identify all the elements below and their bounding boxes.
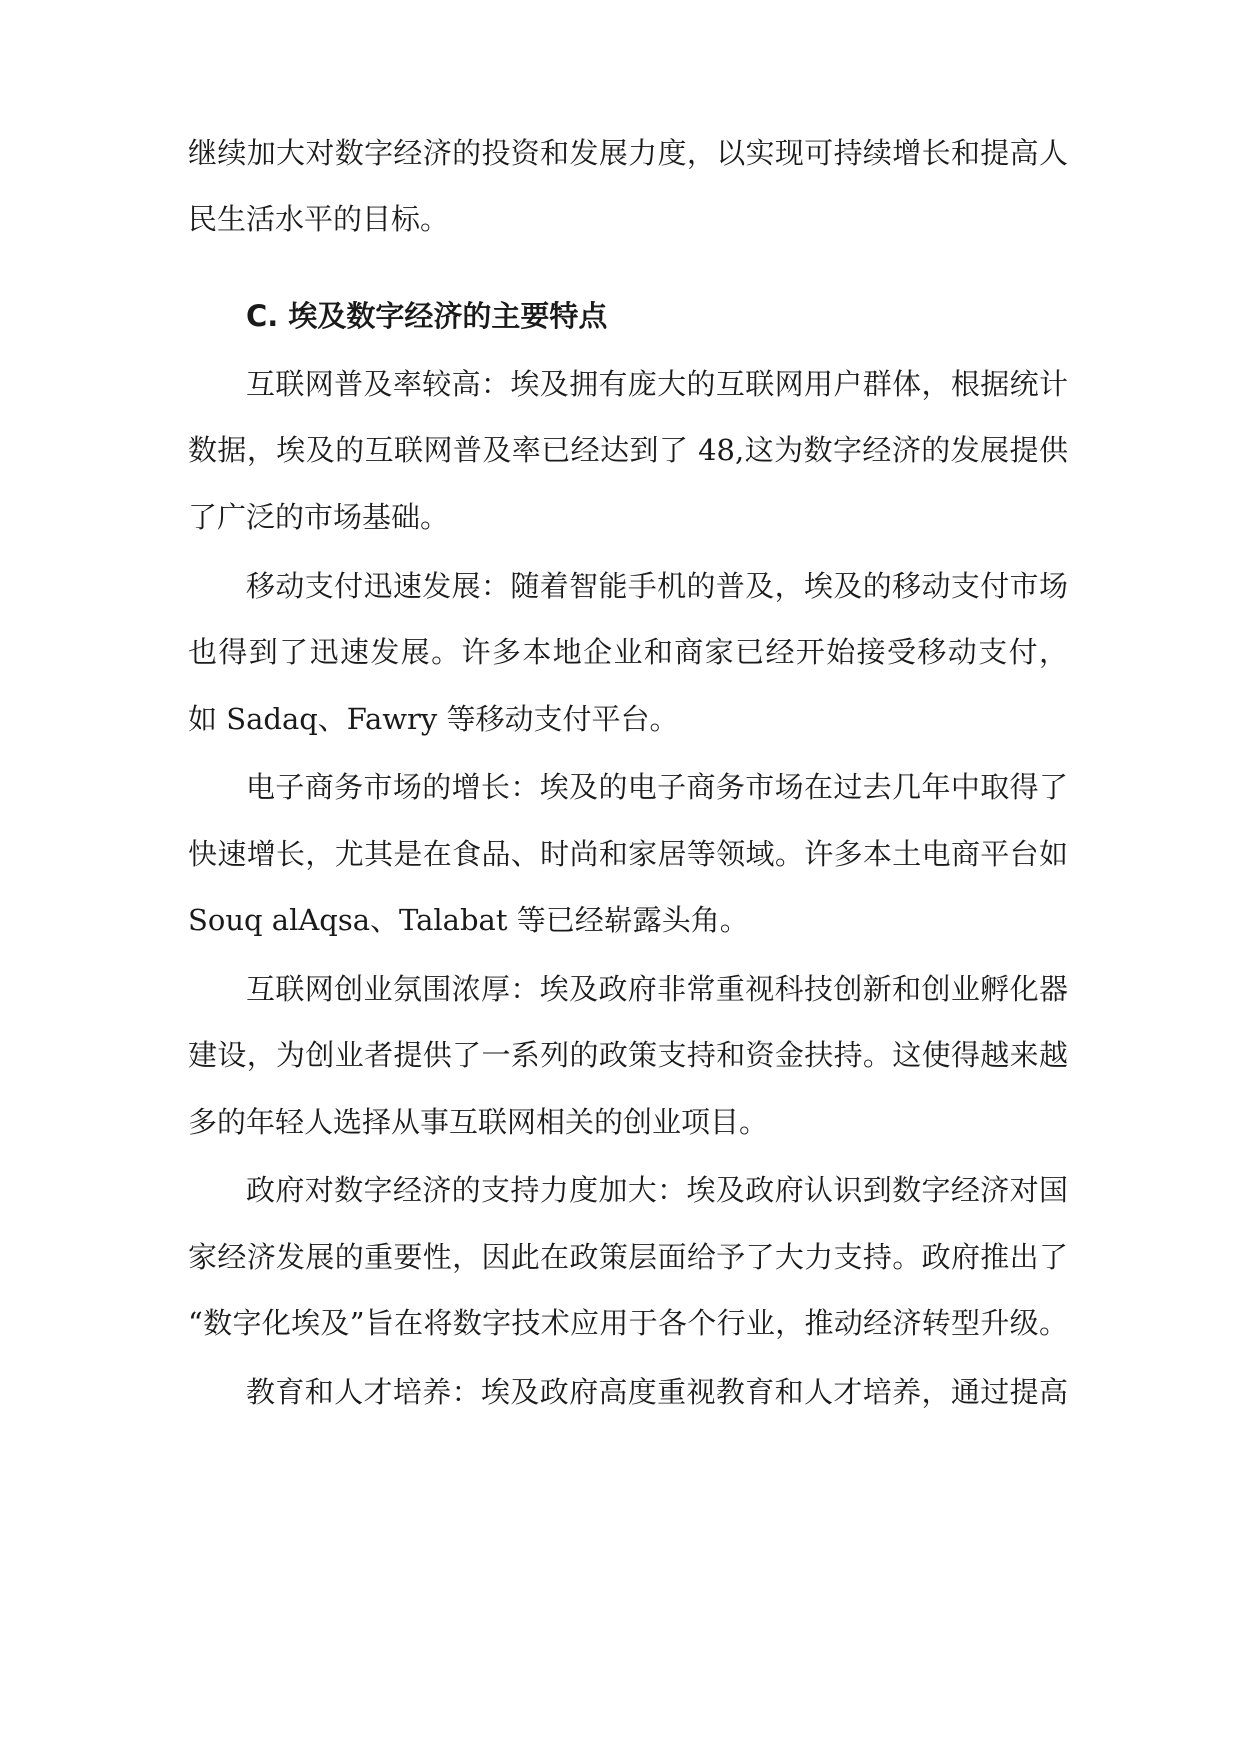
section-heading: C. 埃及数字经济的主要特点	[246, 299, 608, 333]
paragraph-3-line-1: 电子商务市场的增长：埃及的电子商务市场在过去几年中取得了	[246, 770, 1068, 804]
intro-line-1: 继续加大对数字经济的投资和发展力度，以实现可持续增长和提高人	[188, 136, 1068, 170]
paragraph-1-line-1: 互联网普及率较高：埃及拥有庞大的互联网用户群体，根据统计	[246, 367, 1068, 401]
paragraph-5-line-1: 政府对数字经济的支持力度加大：埃及政府认识到数字经济对国	[246, 1173, 1068, 1207]
paragraph-2-line-3: 如 Sadaq、Fawry 等移动支付平台。	[188, 702, 679, 736]
paragraph-3-line-2: 快速增长，尤其是在食品、时尚和家居等领域。许多本土电商平台如	[188, 837, 1068, 871]
paragraph-2-line-2: 也得到了迅速发展。许多本地企业和商家已经开始接受移动支付，	[188, 635, 1068, 669]
paragraph-5-line-2: 家经济发展的重要性，因此在政策层面给予了大力支持。政府推出了	[188, 1240, 1068, 1274]
paragraph-4-line-1: 互联网创业氛围浓厚：埃及政府非常重视科技创新和创业孵化器	[246, 972, 1068, 1006]
paragraph-1-line-3: 了广泛的市场基础。	[188, 500, 450, 534]
paragraph-5-line-3: “数字化埃及”旨在将数字技术应用于各个行业，推动经济转型升级。	[188, 1306, 1068, 1340]
paragraph-6-line-1: 教育和人才培养：埃及政府高度重视教育和人才培养，通过提高	[246, 1375, 1068, 1409]
intro-line-2: 民生活水平的目标。	[188, 202, 450, 236]
paragraph-4-line-3: 多的年轻人选择从事互联网相关的创业项目。	[188, 1105, 769, 1139]
paragraph-3-line-3: Souq alAqsa、Talabat 等已经崭露头角。	[188, 903, 749, 937]
paragraph-2-line-1: 移动支付迅速发展：随着智能手机的普及，埃及的移动支付市场	[246, 569, 1068, 603]
paragraph-4-line-2: 建设，为创业者提供了一系列的政策支持和资金扶持。这使得越来越	[188, 1038, 1068, 1072]
paragraph-1-line-2: 数据，埃及的互联网普及率已经达到了 48,这为数字经济的发展提供	[188, 433, 1068, 467]
